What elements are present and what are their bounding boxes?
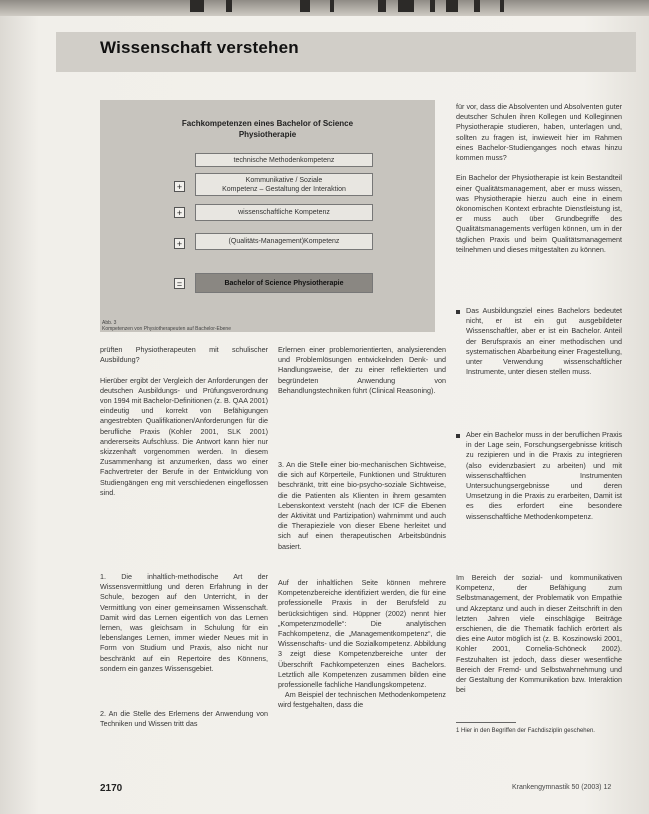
left-list-item-2: 2. An die Stelle des Erlernens der Anwendung von Techniken und Wissen tritt das xyxy=(100,709,270,729)
right-column-top: für vor, dass die Absolventen und Absolventen guter deutscher Schulen ihren Kollegen und Kolleginnen Physiotherapie studieren, haben, unterlagen und, sollten zu fragen ist, inwieweit hier im Rahmen eines Bachelor-Studienganges noch etwas hinzu kommen muss? Ein Bachelor der Physiotherapie ist kein Bestandteil einer Qualitätsmanagement, aber er muss wissen, was Physiotherapie hierzu auch eine in einem ökonomischen Kontext erbrachte Dienstleistung ist, er muss auch über Grundbegriffe des Qualitätsmanagements verfügen können, um in der täglichen Praxis und beim Qualitätsmanagement teilnehmen und dieses mitgestalten zu können. xyxy=(456,102,622,254)
middle-column-top: Erlernen einer problemorientierten, analysierenden und Problemlösungen entwickelnden Denk- und Handlungsweise, der zu einer reflektierten und begründeten Anwendung von Behandlungstechniken führt (Clinical Reasoning). xyxy=(278,345,448,395)
middle-list-item-3: 3. An die Stelle einer bio-mechanischen Sichtweise, die sich auf Körperteile, Funktionen und Strukturen beschränkt, tritt eine bio-psycho-soziale Sichtweise, die die Patienten als Klienten in ihrem gesamten Lebenskontext versteht (nach der ICF die Ebenen der Aktivität und Partizipation) wahrnimmt und auch die Therapieziele von dieser Ebene herleitet und sich auf einen therapeutischen Arbeitsbündnis basiert. xyxy=(278,460,448,551)
figure-title: Fachkompetenzen eines Bachelor of Science Physiotherapie xyxy=(181,119,354,139)
diagram-box-scientific: wissenschaftliche Kompetenz xyxy=(195,204,373,221)
journal-reference: Krankengymnastik 50 (2003) 12 xyxy=(512,784,612,791)
footnote-rule xyxy=(456,722,516,723)
left-column-intro: prüften Physiotherapeuten mit schulischer Ausbildung? Hierüber ergibt der Vergleich der Anforderungen der deutschen Ausbildungs- und Prüfungsverordnung von 1994 mit Bachelor-Definitionen (z. B. QAA 2001) eindeutig und korrekt von Befähigungen angestrebten Qualifikationen/Anforderungen für die berufliche Praxis (Kohler 2001, SLK 2001) andererseits Aufschluss. Die Antwort kann hier nur skizzenhaft vorgenommen werden. In diesem Zusammenhang ist anzumerken, dass wo einer Fachvertreter der Berufe in der Entwicklung von Studiengängen eng mit verschiedenen eingeflossen sind. xyxy=(100,345,268,497)
figure-label: Abb. 3 xyxy=(102,320,117,326)
page-number: 2170 xyxy=(100,783,123,794)
bullet-icon xyxy=(456,434,460,438)
right-column-bottom: Im Bereich der sozial- und kommunikativen Kompetenz, der Befähigung zum Selbstmanagement, der Problematik von Empathie und Akzeptanz und auch in dieser Zeitschrift in den letzten Jahren viele einschlägige Beiträge erschienen, die die Thematik fachlich erörtert als dies eine Autor möglich ist (z. B. Koszinowski 2001, Kohler 2001, Cornelia-Schöneck 2002). Festzuhalten ist jedoch, dass dieser wesentliche Bereich der Fremd- und Selbstwahrnehmung und der Gestaltung der Kommunikation bzw. Interaktion bei xyxy=(456,573,624,695)
right-bullet-2: Aber ein Bachelor muss in der beruflichen Praxis in der Lage sein, Forschungsergebnisse kritisch zu rezipieren und in die Praxis zu integrieren (also evidenzbasiert zu arbeiten) und mit wissenschaftlichen Instrumenten Untersuchungsergebnisse und deren Umsetzung in die Praxis zu erarbeiten, Damit ist es dies erfordert eine besondere wissenschaftliche Methodenkompetenz. xyxy=(466,430,624,521)
left-list-item-1: 1. Die inhaltlich-methodische Art der Wissensvermittlung und deren Erfahrung in der Schule, bezogen auf den Unterricht, in der Vermittlung von einer gemeinsamen Wissenschaft. Damit wird das Lernen eigentlich von das Lernen lernen, was gleichsam in Schulung für ein lebenslanges Lernen, immer wieder Neues mit in Form von Studium und Praxis, also nicht nur beschränkt auf ein Repertoire des Könnens, sondern ein ganzes Wissensgebiet. xyxy=(100,572,270,673)
bullet-icon xyxy=(456,310,460,314)
diagram-box-communicative: Kommunikative / Soziale Kompetenz – Gestaltung der Interaktion xyxy=(195,173,373,196)
scan-top-edge xyxy=(0,0,649,16)
right-bullet-1: Das Ausbildungsziel eines Bachelors bedeutet nicht, er ist ein gut ausgebildeter Wissenschaftler, aber er ist ein Bachelor. Anteil der Berufspraxis an einer methodischen und systematischen Abarbeitung einer Fragestellung, unter Verwendung wissenschaftlicher Instrumente, unter diesen stellen muss. xyxy=(466,306,624,377)
plus-icon: + xyxy=(174,238,185,249)
plus-icon: + xyxy=(174,181,185,192)
equals-icon: = xyxy=(174,278,185,289)
figure-caption xyxy=(102,320,231,332)
plus-icon: + xyxy=(174,207,185,218)
figure xyxy=(100,100,435,332)
section-title: Wissenschaft verstehen xyxy=(100,38,299,57)
footnote: 1 Hier in den Begriffen der Fachdisziplin geschehen. xyxy=(456,728,595,734)
figure-caption-text: Kompetenzen von Physiotherapeuten auf Bachelor-Ebene xyxy=(102,326,231,332)
middle-column-bottom: Auf der inhaltlichen Seite können mehrere Kompetenzbereiche identifiziert werden, die für eine professionelle Praxis in der Berufsfeld zu berücksichtigen sind. Hüppner (2002) nennt hier „Kompetenzmodelle“: Die analytischen Fachkompetenz, die „Managementkompetenz“, die Wissenschafts- und die Sozialkompetenz. Abbildung 3 zeigt diese Kompetenzbereiche unter der Überschrift Fachkompetenzen eines Bachelors. Letztlich alle Kompetenzen zusammen bilden eine professionelle fachliche Handlungskompetenz. Am Beispiel der technischen Methodenkompetenz wird festgehalten, dass die xyxy=(278,578,446,710)
diagram-box-quality: (Qualitäts-Management)Kompetenz xyxy=(195,233,373,250)
diagram-box-result: Bachelor of Science Physiotherapie xyxy=(195,273,373,293)
diagram-box-methods: technische Methodenkompetenz xyxy=(195,153,373,167)
